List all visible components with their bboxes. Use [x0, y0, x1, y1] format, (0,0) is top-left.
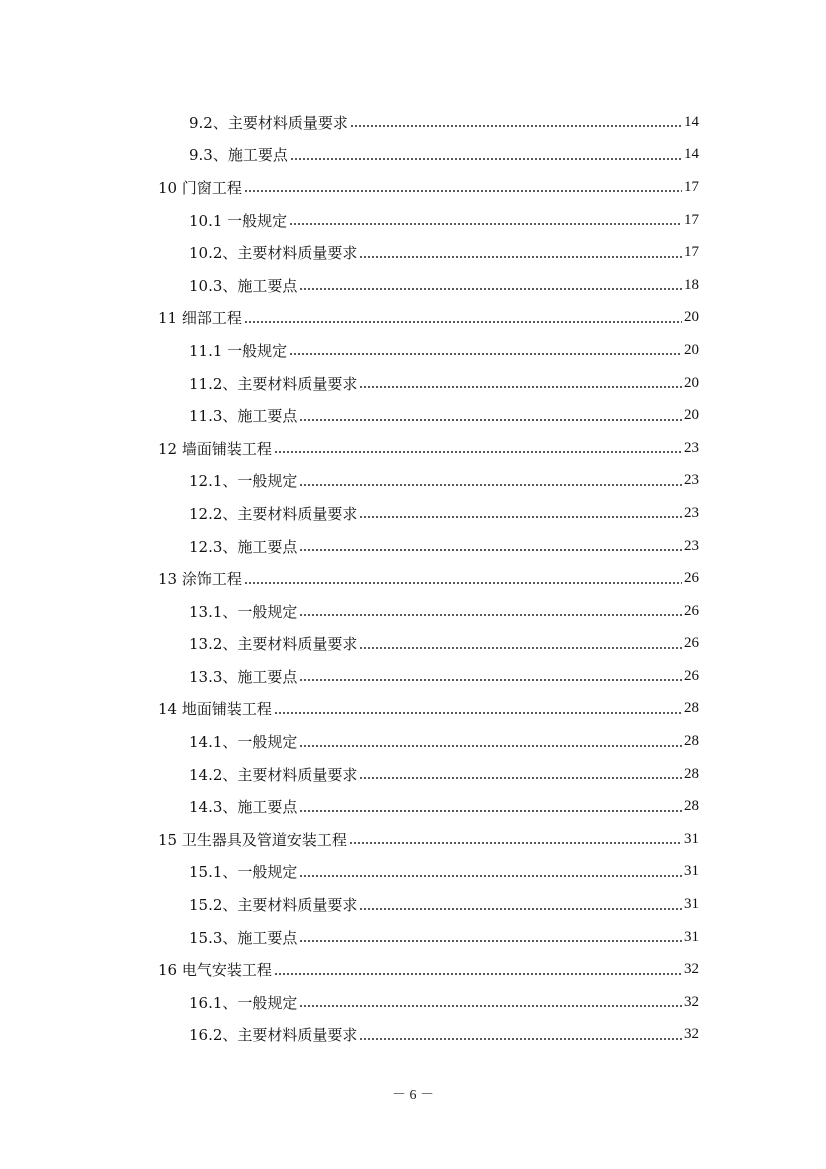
toc-entry[interactable] [158, 725, 699, 758]
toc-dot-leader [359, 385, 682, 389]
toc-dot-leader [244, 581, 682, 585]
toc-dot-leader [289, 222, 682, 226]
toc-dot-leader [299, 613, 682, 617]
toc-entry[interactable] [158, 562, 699, 595]
toc-entry[interactable] [158, 758, 699, 791]
toc-entry-page-number: 31 [684, 928, 699, 945]
toc-dot-leader [274, 450, 682, 454]
toc-dot-leader [274, 711, 682, 715]
toc-entry-title: 16.2、主要材料质量要求 [189, 1026, 358, 1045]
toc-entry[interactable] [158, 367, 699, 400]
toc-dot-leader [299, 287, 682, 291]
toc-dot-leader [350, 124, 682, 128]
toc-entry[interactable] [158, 302, 699, 335]
toc-entry[interactable] [158, 823, 699, 856]
toc-entry-title: 12.1、一般规定 [189, 472, 298, 491]
toc-entry[interactable] [158, 790, 699, 823]
toc-dot-leader [299, 1004, 682, 1008]
toc-dot-leader [349, 841, 682, 845]
toc-entry-page-number: 26 [684, 667, 699, 684]
toc-entry-title: 14.2、主要材料质量要求 [189, 765, 358, 784]
toc-entry-page-number: 32 [684, 1026, 699, 1043]
toc-entry-page-number: 20 [684, 407, 699, 424]
toc-dot-leader [244, 189, 682, 193]
toc-entry-page-number: 26 [684, 570, 699, 587]
toc-dot-leader [299, 483, 682, 487]
toc-entry[interactable] [158, 921, 699, 954]
toc-entry-page-number: 23 [684, 504, 699, 521]
toc-entry-page-number: 20 [684, 309, 699, 326]
toc-entry-page-number: 31 [684, 863, 699, 880]
toc-entry-title: 9.3、施工要点 [189, 146, 288, 165]
toc-entry-title: 15 卫生器具及管道安装工程 [158, 830, 347, 849]
toc-entry-title: 10 门窗工程 [158, 178, 242, 197]
toc-entry-title: 11 细部工程 [158, 309, 242, 328]
toc-entry[interactable] [158, 660, 699, 693]
toc-dot-leader [299, 548, 682, 552]
toc-entry[interactable] [158, 530, 699, 563]
toc-entry-title: 13 涂饰工程 [158, 570, 242, 589]
toc-dot-leader [359, 907, 682, 911]
toc-entry-page-number: 26 [684, 635, 699, 652]
toc-dot-leader [299, 418, 682, 422]
toc-entry-title: 13.1、一般规定 [189, 602, 298, 621]
toc-entry-title: 14.1、一般规定 [189, 733, 298, 752]
toc-entry-title: 9.2、主要材料质量要求 [189, 113, 348, 132]
toc-dot-leader [359, 255, 682, 259]
toc-entry-page-number: 17 [684, 211, 699, 228]
toc-entry-title: 10.3、施工要点 [189, 276, 298, 295]
toc-entry-title: 12.2、主要材料质量要求 [189, 504, 358, 523]
toc-entry-page-number: 28 [684, 798, 699, 815]
toc-entry[interactable] [158, 139, 699, 172]
toc-dot-leader [359, 1037, 682, 1041]
table-of-contents [158, 106, 699, 1051]
page-number: － 6 － [392, 1088, 434, 1103]
toc-entry[interactable] [158, 953, 699, 986]
toc-entry-title: 15.1、一般规定 [189, 863, 298, 882]
toc-dot-leader [299, 744, 682, 748]
toc-entry-title: 12 墙面铺装工程 [158, 439, 272, 458]
toc-entry[interactable] [158, 171, 699, 204]
toc-entry-page-number: 23 [684, 472, 699, 489]
toc-entry[interactable] [158, 236, 699, 269]
toc-entry-page-number: 23 [684, 439, 699, 456]
toc-entry-page-number: 17 [684, 244, 699, 261]
toc-entry-page-number: 32 [684, 993, 699, 1010]
toc-entry-title: 13.2、主要材料质量要求 [189, 635, 358, 654]
toc-entry-page-number: 28 [684, 765, 699, 782]
toc-entry[interactable] [158, 595, 699, 628]
toc-entry[interactable] [158, 986, 699, 1019]
toc-entry-page-number: 17 [684, 178, 699, 195]
toc-entry-page-number: 31 [684, 830, 699, 847]
toc-entry-title: 11.1 一般规定 [189, 341, 288, 360]
toc-entry-page-number: 28 [684, 733, 699, 750]
toc-entry[interactable] [158, 1019, 699, 1052]
toc-entry-title: 10.1 一般规定 [189, 211, 288, 230]
toc-entry-title: 11.3、施工要点 [189, 407, 298, 426]
toc-entry-title: 16.1、一般规定 [189, 993, 298, 1012]
toc-dot-leader [359, 515, 682, 519]
toc-dot-leader [290, 157, 682, 161]
toc-entry-page-number: 31 [684, 896, 699, 913]
toc-entry[interactable] [158, 106, 699, 139]
toc-entry-page-number: 18 [684, 276, 699, 293]
toc-dot-leader [299, 809, 682, 813]
toc-entry[interactable] [158, 693, 699, 726]
toc-entry-page-number: 26 [684, 602, 699, 619]
toc-dot-leader [299, 678, 682, 682]
toc-entry-title: 10.2、主要材料质量要求 [189, 244, 358, 263]
toc-entry-page-number: 20 [684, 374, 699, 391]
toc-entry-title: 14 地面铺装工程 [158, 700, 272, 719]
toc-entry-title: 15.2、主要材料质量要求 [189, 896, 358, 915]
toc-entry[interactable] [158, 334, 699, 367]
toc-entry[interactable] [158, 497, 699, 530]
toc-entry-page-number: 14 [684, 113, 699, 130]
toc-dot-leader [274, 972, 682, 976]
toc-entry-title: 12.3、施工要点 [189, 537, 298, 556]
toc-dot-leader [244, 320, 682, 324]
toc-entry[interactable] [158, 628, 699, 661]
toc-entry-title: 16 电气安装工程 [158, 961, 272, 980]
toc-entry-title: 13.3、施工要点 [189, 667, 298, 686]
toc-entry-page-number: 14 [684, 146, 699, 163]
toc-entry-page-number: 23 [684, 537, 699, 554]
toc-entry[interactable] [158, 465, 699, 498]
toc-entry[interactable] [158, 432, 699, 465]
toc-dot-leader [299, 874, 682, 878]
toc-entry-title: 14.3、施工要点 [189, 798, 298, 817]
toc-entry[interactable] [158, 888, 699, 921]
toc-entry[interactable] [158, 269, 699, 302]
toc-dot-leader [289, 352, 682, 356]
toc-entry[interactable] [158, 399, 699, 432]
toc-entry-page-number: 28 [684, 700, 699, 717]
toc-entry[interactable] [158, 856, 699, 889]
toc-dot-leader [359, 776, 682, 780]
toc-dot-leader [299, 939, 682, 943]
toc-entry-title: 15.3、施工要点 [189, 928, 298, 947]
toc-dot-leader [359, 646, 682, 650]
toc-entry[interactable] [158, 204, 699, 237]
toc-entry-page-number: 20 [684, 341, 699, 358]
toc-entry-title: 11.2、主要材料质量要求 [189, 374, 358, 393]
toc-entry-page-number: 32 [684, 961, 699, 978]
